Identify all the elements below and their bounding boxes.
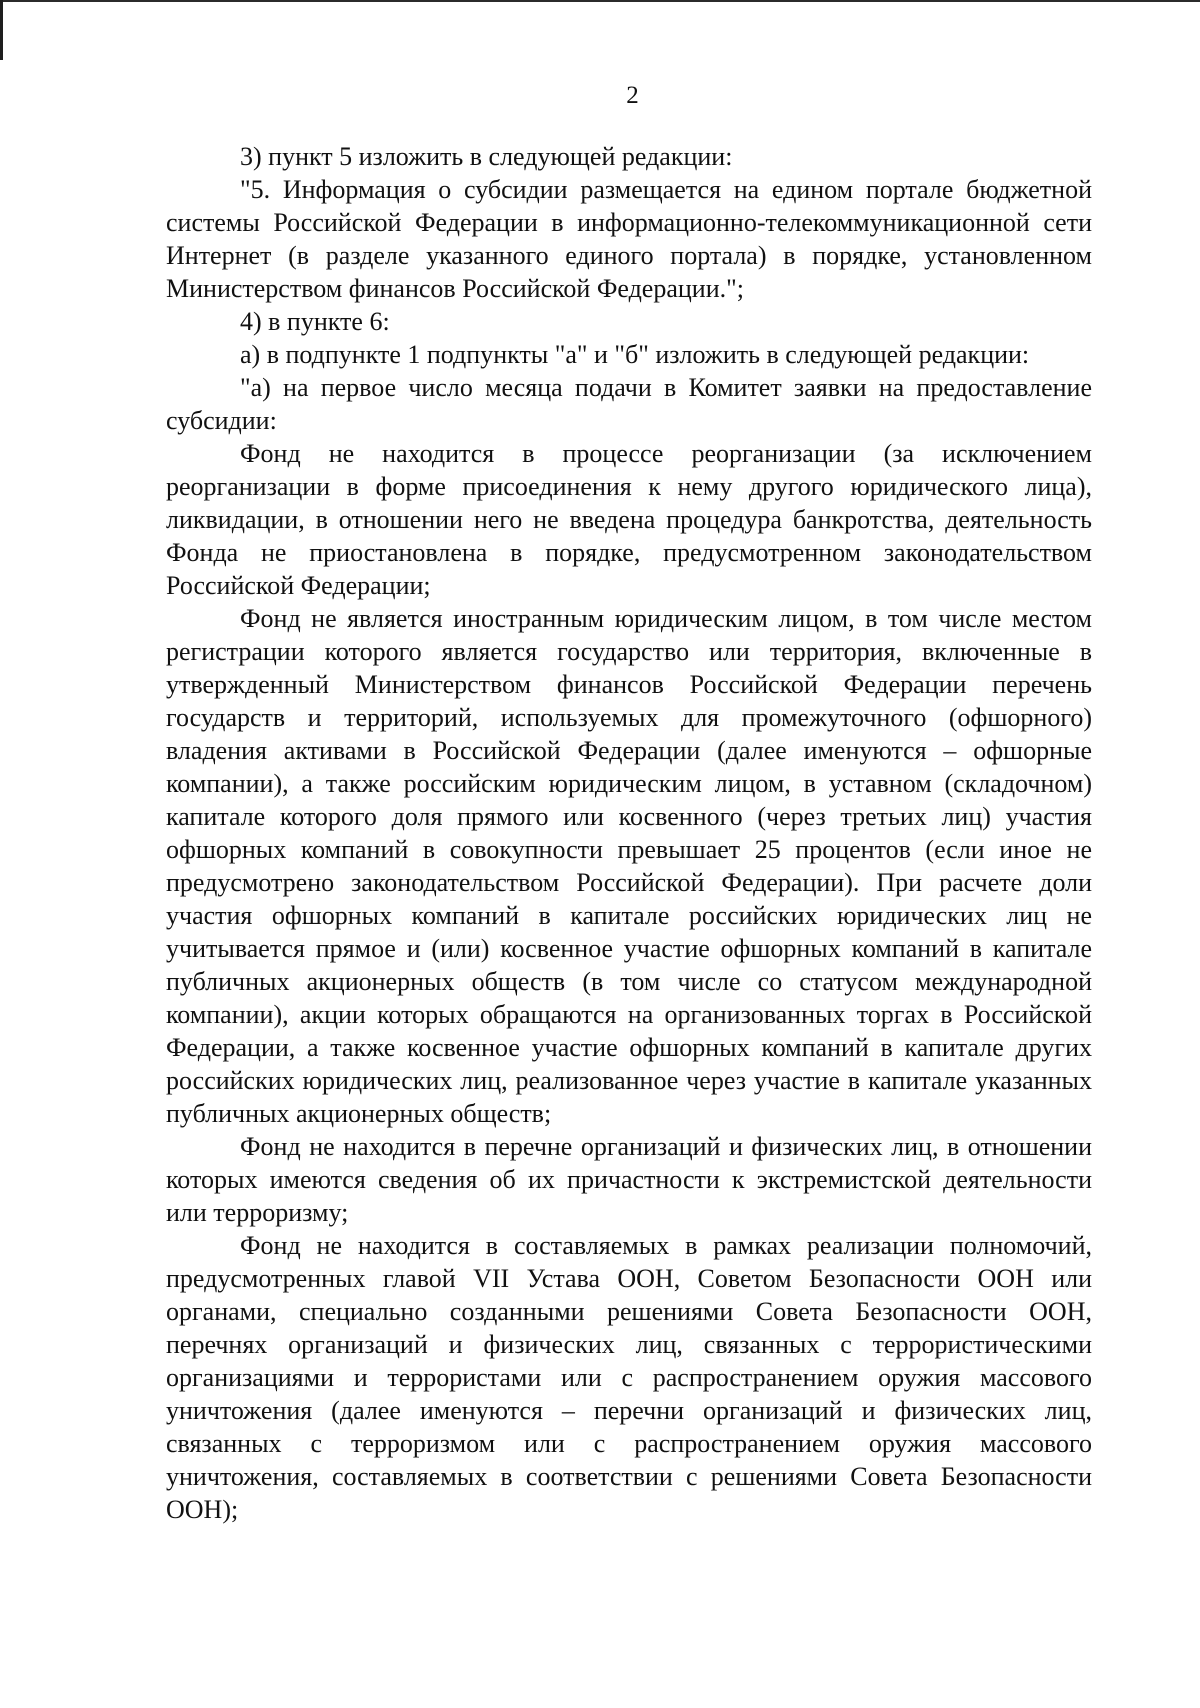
- paragraph-fund-offshore: Фонд не является иностранным юридическим лицом, в том числе местом регистрации которого является государство или территория, включенные в утвержденный Министерством финансов Российской Федерации перечень государств и территорий, используемых для промежуточного (офшорного) владения активами в Российской Федерации (далее именуются – офшорные компании), а также российским юридическим лицом, в уставном (складочном) капитале которого доля прямого или косвенного (через третьих лиц) участия офшорных компаний в совокупности превышает 25 процентов (если иное не предусмотрено законодательством Российской Федерации). При расчете доли участия офшорных компаний в капитале российских юридических лиц не учитывается прямое и (или) косвенное участие офшорных компаний в капитале публичных акционерных обществ (в том числе со статусом международной компании), акции которых обращаются на организованных торгах в Российской Федерации, а также косвенное участие офшорных компаний в капитале других российских юридических лиц, реализованное через участие в капитале указанных публичных акционерных обществ;: [166, 604, 1092, 1128]
- paragraph-subitem-a: а) в подпункте 1 подпункты "а" и "б" изложить в следующей редакции:: [240, 340, 1030, 369]
- paragraph-item-3: 3) пункт 5 изложить в следующей редакции:: [240, 142, 733, 171]
- paragraph-item-4: 4) в пункте 6:: [240, 307, 390, 336]
- paragraph-fund-reorganization: Фонд не находится в процессе реорганизации (за исключением реорганизации в форме присоединения к нему другого юридического лица), ликвидации, в отношении него не введена процедура банкротства, деятельность Фонда не приостановлена в порядке, предусмотренном законодательством Российской Федерации;: [166, 439, 1092, 600]
- scan-edge-top: [0, 0, 1200, 2]
- scan-edge-left: [0, 0, 3, 60]
- document-body: [166, 140, 1092, 1526]
- paragraph-item-5-text: "5. Информация о субсидии размещается на едином портале бюджетной системы Российской Федерации в информационно-телекоммуникационной сети Интернет (в разделе указанного единого портала) в порядке, установленном Министерством финансов Российской Федерации.";: [166, 175, 1092, 303]
- page-number: 2: [626, 82, 639, 109]
- paragraph-fund-un-lists: Фонд не находится в составляемых в рамках реализации полномочий, предусмотренных главой VII Устава ООН, Советом Безопасности ООН или органами, специально созданными решениями Совета Безопасности ООН, перечнях организаций и физических лиц, связанных с террористическими организациями и террористами или с распространением оружия массового уничтожения (далее именуются – перечни организаций и физических лиц, связанных с терроризмом или с распространением оружия массового уничтожения, составляемых в соответствии с решениями Совета Безопасности ООН);: [166, 1231, 1092, 1524]
- paragraph-fund-extremism: Фонд не находится в перечне организаций и физических лиц, в отношении которых имеются сведения об их причастности к экстремистской деятельности или терроризму;: [166, 1132, 1092, 1227]
- paragraph-quote-a: "а) на первое число месяца подачи в Комитет заявки на предоставление субсидии:: [166, 373, 1092, 435]
